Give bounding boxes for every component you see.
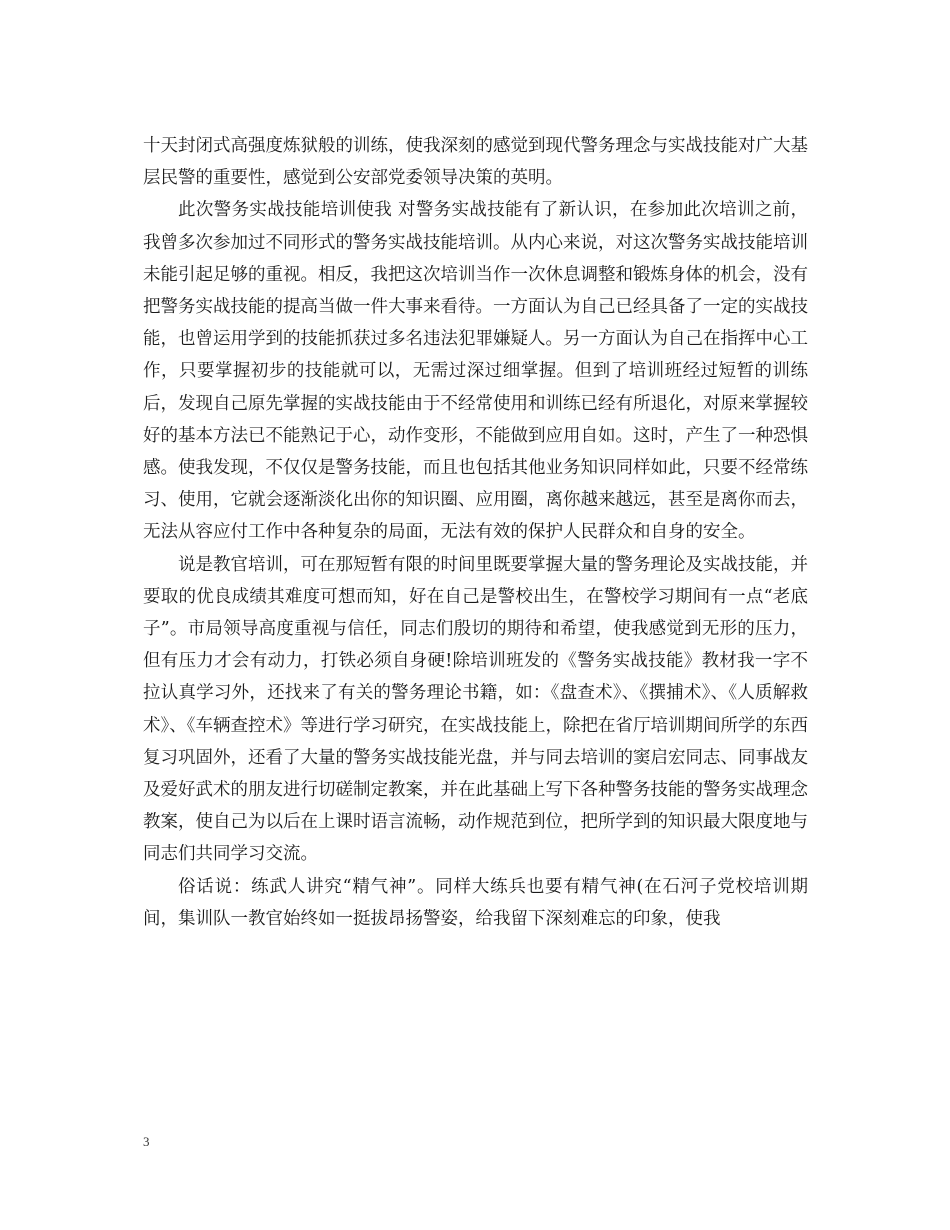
paragraph-continuation: 十天封闭式高强度炼狱般的训练，使我深刻的感觉到现代警务理念与实战技能对广大基层民警的重要性，感觉到公安部党委领导决策的英明。 <box>143 136 808 189</box>
document-body <box>143 130 808 935</box>
page-number: 3 <box>143 1134 150 1149</box>
paragraph-training-awareness: 此次警务实战技能培训使我 对警务实战技能有了新认识，在参加此次培训之前，我曾多次参加过不同形式的警务实战技能培训。从内心来说，对这次警务实战技能培训未能引起足够的重视。相反，我把这次培训当作一次休息调整和锻炼身体的机会，没有把警务实战技能的提高当做一件大事来看待。一方面认为自己已经具备了一定的实战技能，也曾运用学到的技能抓获过多名违法犯罪嫌疑人。另一方面认为自己在指挥中心工作，只要掌握初步的技能就可以，无需过深过细掌握。但到了培训班经过短暂的训练后，发现自己原先掌握的实战技能由于不经常使用和训练已经有所退化，对原来掌握较好的基本方法已不能熟记于心，动作变形，不能做到应用自如。这时，产生了一种恐惧感。使我发现，不仅仅是警务技能，而且也包括其他业务知识同样如此，只要不经常练习、使用，它就会逐渐淡化出你的知识圈、应用圈，离你越来越远，甚至是离你而去，无法从容应付工作中各种复杂的局面，无法有效的保护人民群众和自身的安全。 <box>143 200 808 543</box>
paragraph-spirit: 俗话说：练武人讲究“精气神”。同样大练兵也要有精气神(在石河子党校培训期间，集训队一教官始终如一挺拔昂扬警姿，给我留下深刻难忘的印象，使我 <box>143 876 808 929</box>
paragraph-instructor-training: 说是教官培训，可在那短暂有限的时间里既要掌握大量的警务理论及实战技能，并要取的优良成绩其难度可想而知，好在自己是警校出生，在警校学习期间有一点“老底子”。市局领导高度重视与信任，同志们殷切的期待和希望，使我感觉到无形的压力，但有压力才会有动力，打铁必须自身硬!除培训班发的《警务实战技能》教材我一字不拉认真学习外，还找来了有关的警务理论书籍，如：《盘查术》、《撰捕术》、《人质解救术》、《车辆查控术》等进行学习研究，在实战技能上，除把在省厅培训期间所学的东西复习巩固外，还看了大量的警务实战技能光盘，并与同去培训的窦启宏同志、同事战友及爱好武术的朋友进行切磋制定教案，并在此基础上写下各种警务技能的警务实战理念教案，使自己为以后在上课时语言流畅，动作规范到位，把所学到的知识最大限度地与同志们共同学习交流。 <box>143 554 808 865</box>
